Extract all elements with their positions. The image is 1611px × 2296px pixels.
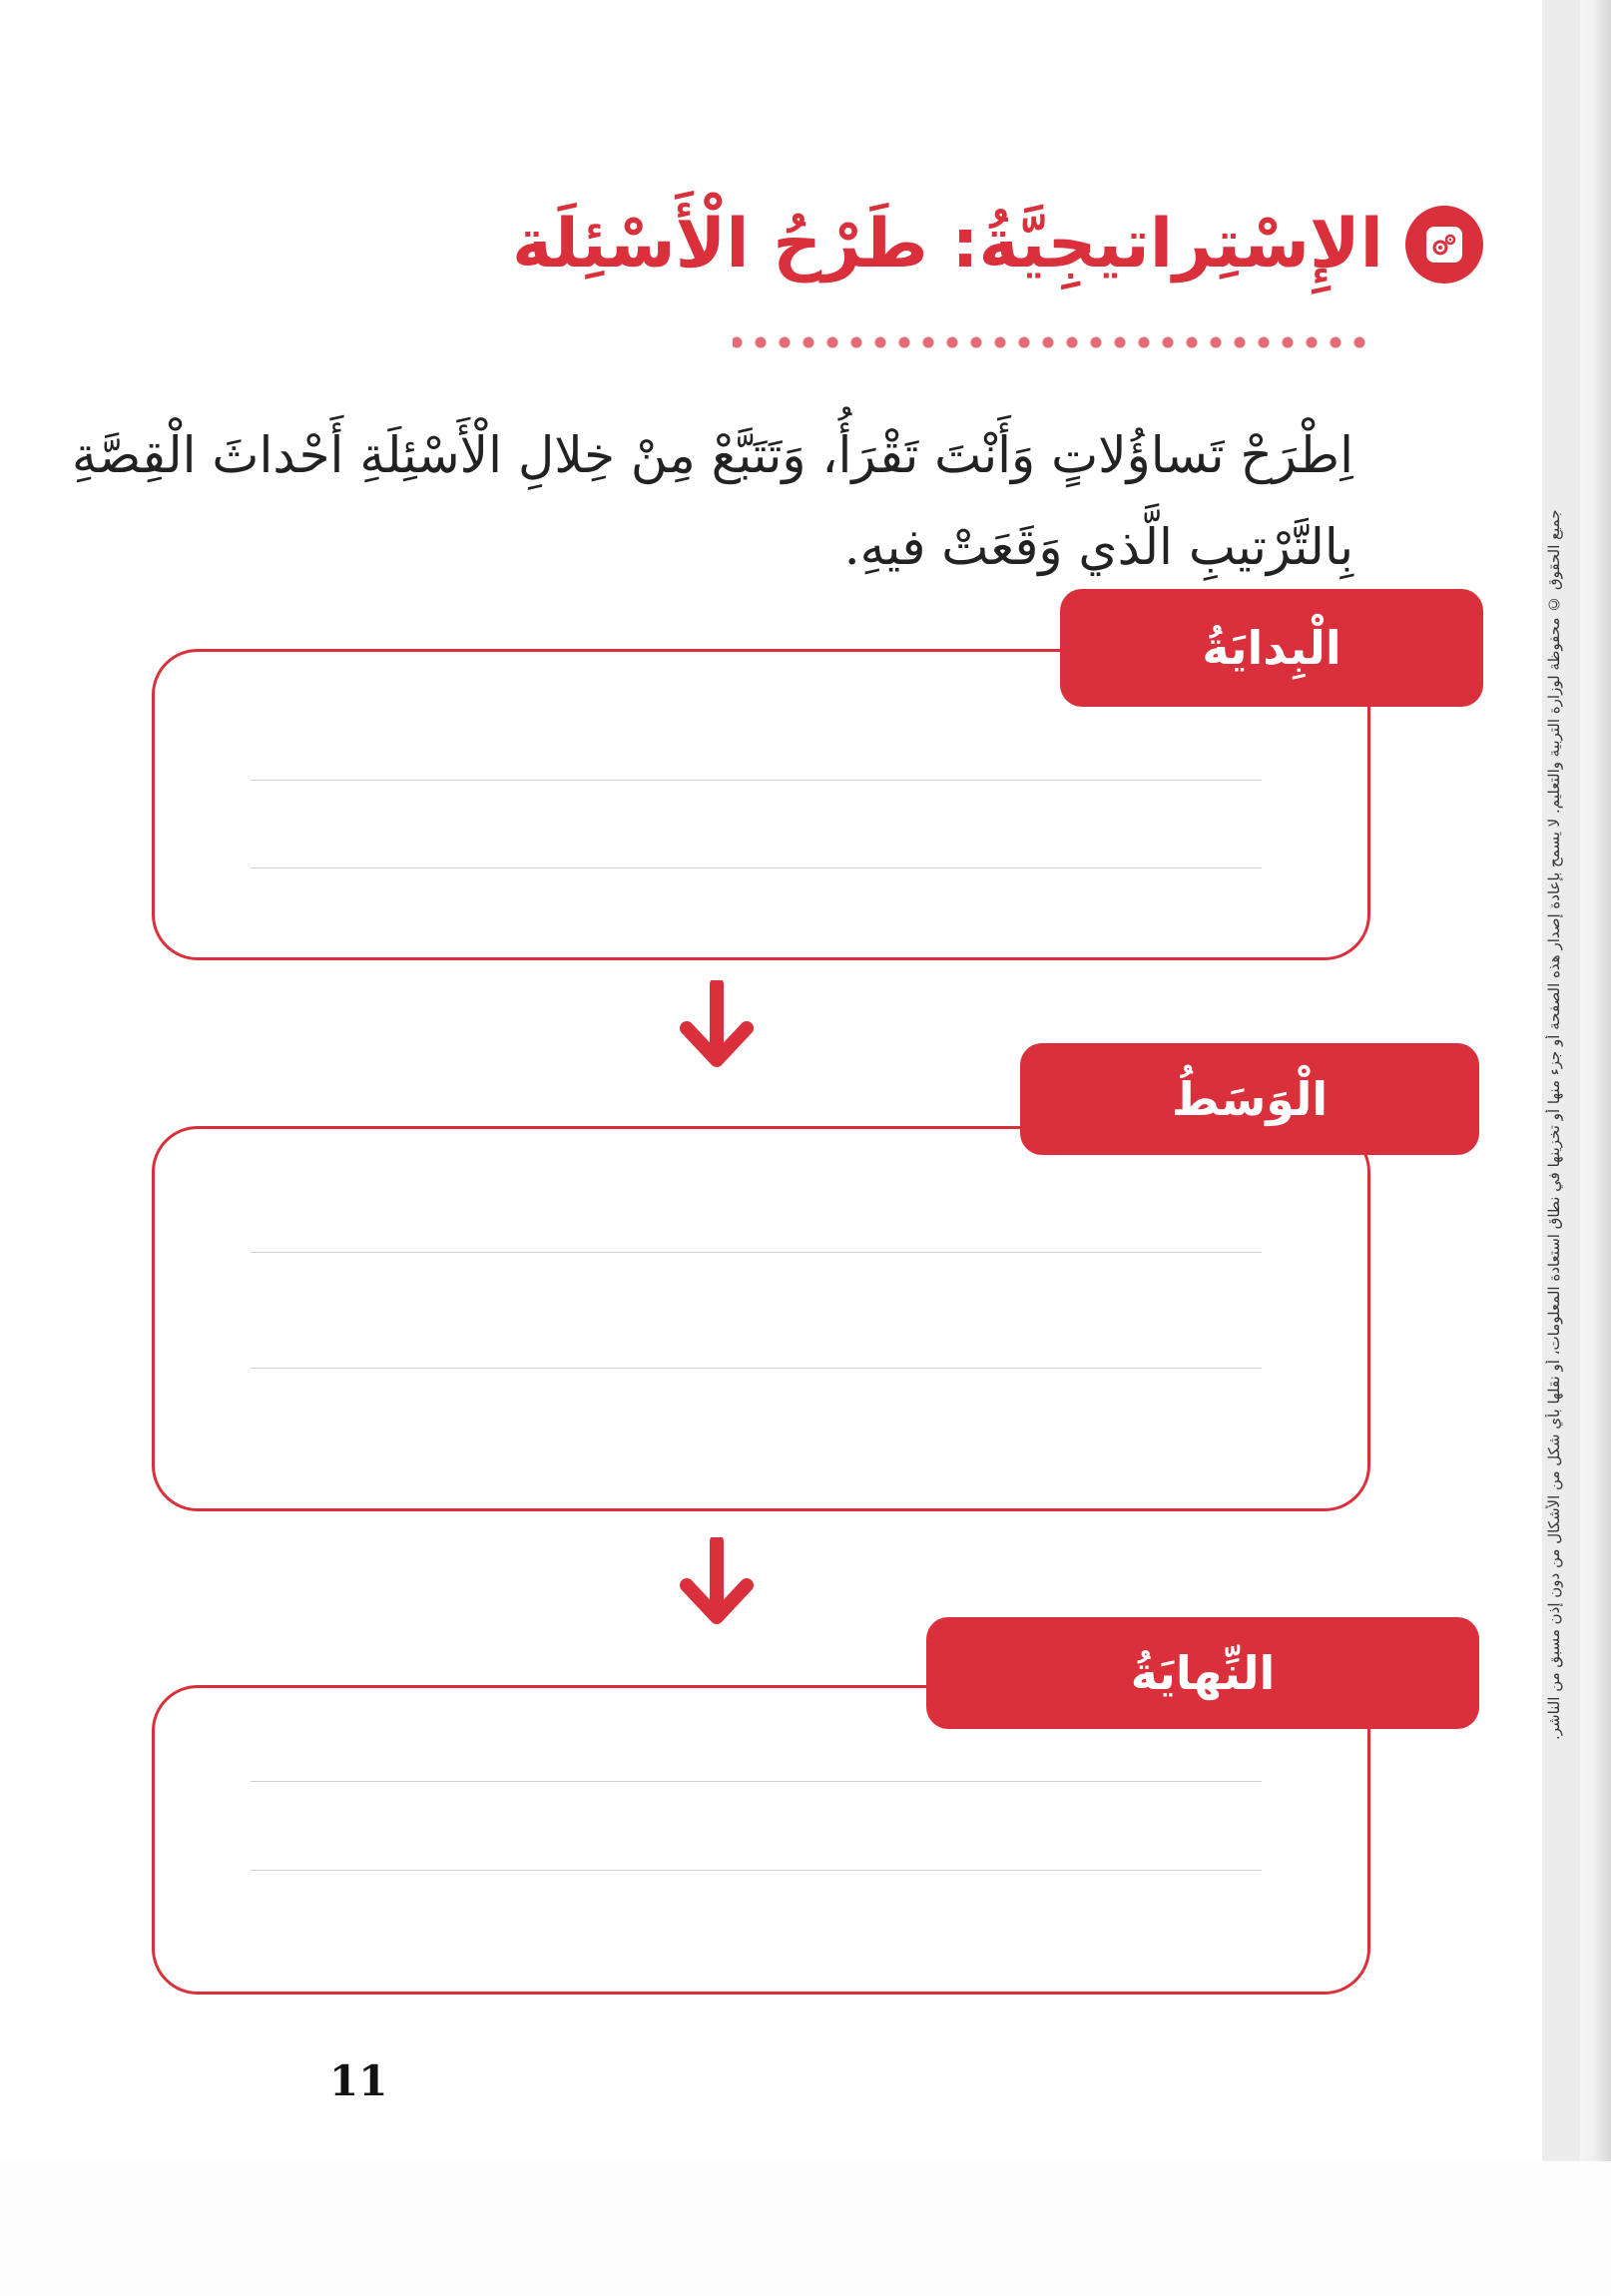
page-number: 11 [329,2056,388,2105]
writing-line [251,867,1262,868]
dotted-divider [733,335,1371,349]
section-tab-middle: الْوَسَطُ [1020,1043,1479,1155]
strategy-badge [1405,206,1483,284]
writing-line [251,1781,1262,1782]
section-tab-ending: النِّهايَةُ [926,1617,1479,1729]
writing-line [251,1870,1262,1871]
section-tab-beginning: الْبِدايَةُ [1060,589,1483,707]
writing-line [251,1368,1262,1369]
copyright-note: جميع الحقوق © محفوظة لوزارة التربية والتعليم. لا يسمح بإعادة إصدار هذه الصفحة أو جزء منها أو تخزينها في نطاق استعادة المعلومات، أو نقلها بأي شكل من الأشكال من دون إذن مسبق من الناشر. [1545,509,1563,1740]
arrow-down-icon [679,1537,755,1625]
writing-line [251,1252,1262,1253]
page-title: الإِسْتِراتيجِيَّةُ: طَرْحُ الْأَسْئِلَة [512,205,1383,284]
instructions-text: اِطْرَحْ تَساؤُلاتٍ وَأَنْتَ تَقْرَأُ، وَتَتَبَّعْ مِنْ خِلالِ الْأَسْئِلَةِ أَحْداثَ الْقِصَّةِ بِالتَّرْتيبِ الَّذي وَقَعَتْ فيهِ. [71,426,1353,576]
writing-line [251,780,1262,781]
ending-answer-box[interactable] [152,1685,1370,1995]
arrow-down-icon [679,980,755,1068]
middle-answer-box[interactable] [152,1126,1370,1511]
strategy-header [512,205,1483,284]
gears-icon [1426,227,1462,263]
